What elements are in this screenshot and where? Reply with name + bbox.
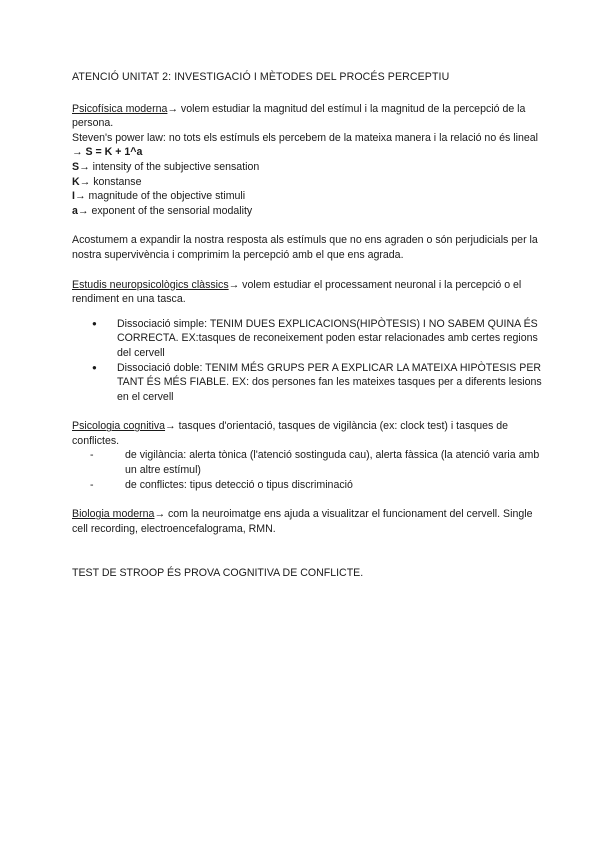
spacer — [72, 492, 542, 507]
definition-symbol: a — [72, 204, 78, 217]
psicofisica-heading: Psicofísica moderna — [72, 102, 168, 115]
definition-line — [72, 175, 542, 190]
definition-text: → intensity of the subjective sensation — [79, 160, 260, 173]
definition-line — [72, 204, 542, 219]
definition-symbol: I — [72, 190, 75, 203]
power-law-line — [72, 131, 542, 160]
definition-line — [72, 189, 542, 204]
document-content — [72, 70, 542, 581]
definition-symbol: S — [72, 160, 80, 173]
list-item: - de conflictes: tipus detecció o tipus discriminació — [90, 478, 542, 493]
definition-text: → konstanse — [79, 175, 142, 188]
biologia-heading: Biologia moderna — [72, 508, 155, 521]
estudis-text: → volem estudiar el processament neuronal i la percepció o el rendiment en una tasca. — [72, 278, 522, 306]
psicofisica-paragraph — [72, 102, 542, 131]
definition-line — [72, 160, 542, 175]
spacer — [72, 536, 542, 566]
list-item: ● Dissociació doble: TENIM MÉS GRUPS PER A EXPLICAR LA MATEIXA HIPÒTESIS PER TANT ÉS MÉS FIABLE. EX: dos persones fan les mateixes tasques per a diferents lesions en el cervell — [92, 361, 542, 405]
cognitiva-heading: Psicologia cognitiva — [72, 420, 166, 433]
power-law-text: Steven's power law: no tots els estímuls els percebem de la mateixa manera i la relació no és lineal → — [72, 131, 539, 159]
spacer — [72, 263, 542, 278]
estudis-paragraph — [72, 278, 542, 307]
cognitiva-paragraph — [72, 419, 542, 448]
definition-symbol: K — [72, 175, 80, 188]
psicofisica-text: → volem estudiar la magnitud del estímul i la magnitud de la percepció de la persona. — [72, 102, 526, 130]
biologia-paragraph — [72, 507, 542, 536]
definition-text: → magnitude of the objective stimuli — [74, 190, 246, 203]
cognitiva-text: → tasques d'orientació, tasques de vigilància (ex: clock test) i tasques de conflictes. — [72, 420, 509, 447]
estudis-heading: Estudis neuropsicològics clàssics — [72, 278, 229, 291]
definition-text: → exponent of the sensorial modality — [77, 204, 253, 217]
task-list — [72, 448, 542, 492]
biologia-text: → com la neuroimatge ens ajuda a visualitzar el funcionament del cervell. Single cell recording, electroencefalograma, RMN. — [72, 508, 533, 535]
list-item: ● Dissociació simple: TENIM DUES EXPLICACIONS(HIPÒTESIS) I NO SABEM QUINA ÉS CORRECTA. EX:tasques de reconeixement poden estar relacionades amb certes regions del cervell — [92, 317, 542, 361]
list-item: - de vigilància: alerta tònica (l'atenció sostinguda cau), alerta fàssica (la atenció varia amb un altre estímul) — [90, 448, 542, 477]
stroop-line: TEST DE STROOP ÉS PROVA COGNITIVA DE CONFLICTE. — [72, 567, 364, 580]
dissociation-list — [72, 317, 542, 405]
expand-paragraph: Acostumem a expandir la nostra resposta als estímuls que no ens agraden o són perjudicials per la nostra supervivència i comprimim la percepció amb el que ens agrada. — [72, 234, 538, 261]
document-title: ATENCIÓ UNITAT 2: INVESTIGACIÓ I MÈTODES DEL PROCÉS PERCEPTIU — [72, 71, 450, 83]
power-law-formula: S = K + 1^a — [85, 146, 143, 159]
spacer — [72, 218, 542, 233]
spacer — [72, 404, 542, 419]
